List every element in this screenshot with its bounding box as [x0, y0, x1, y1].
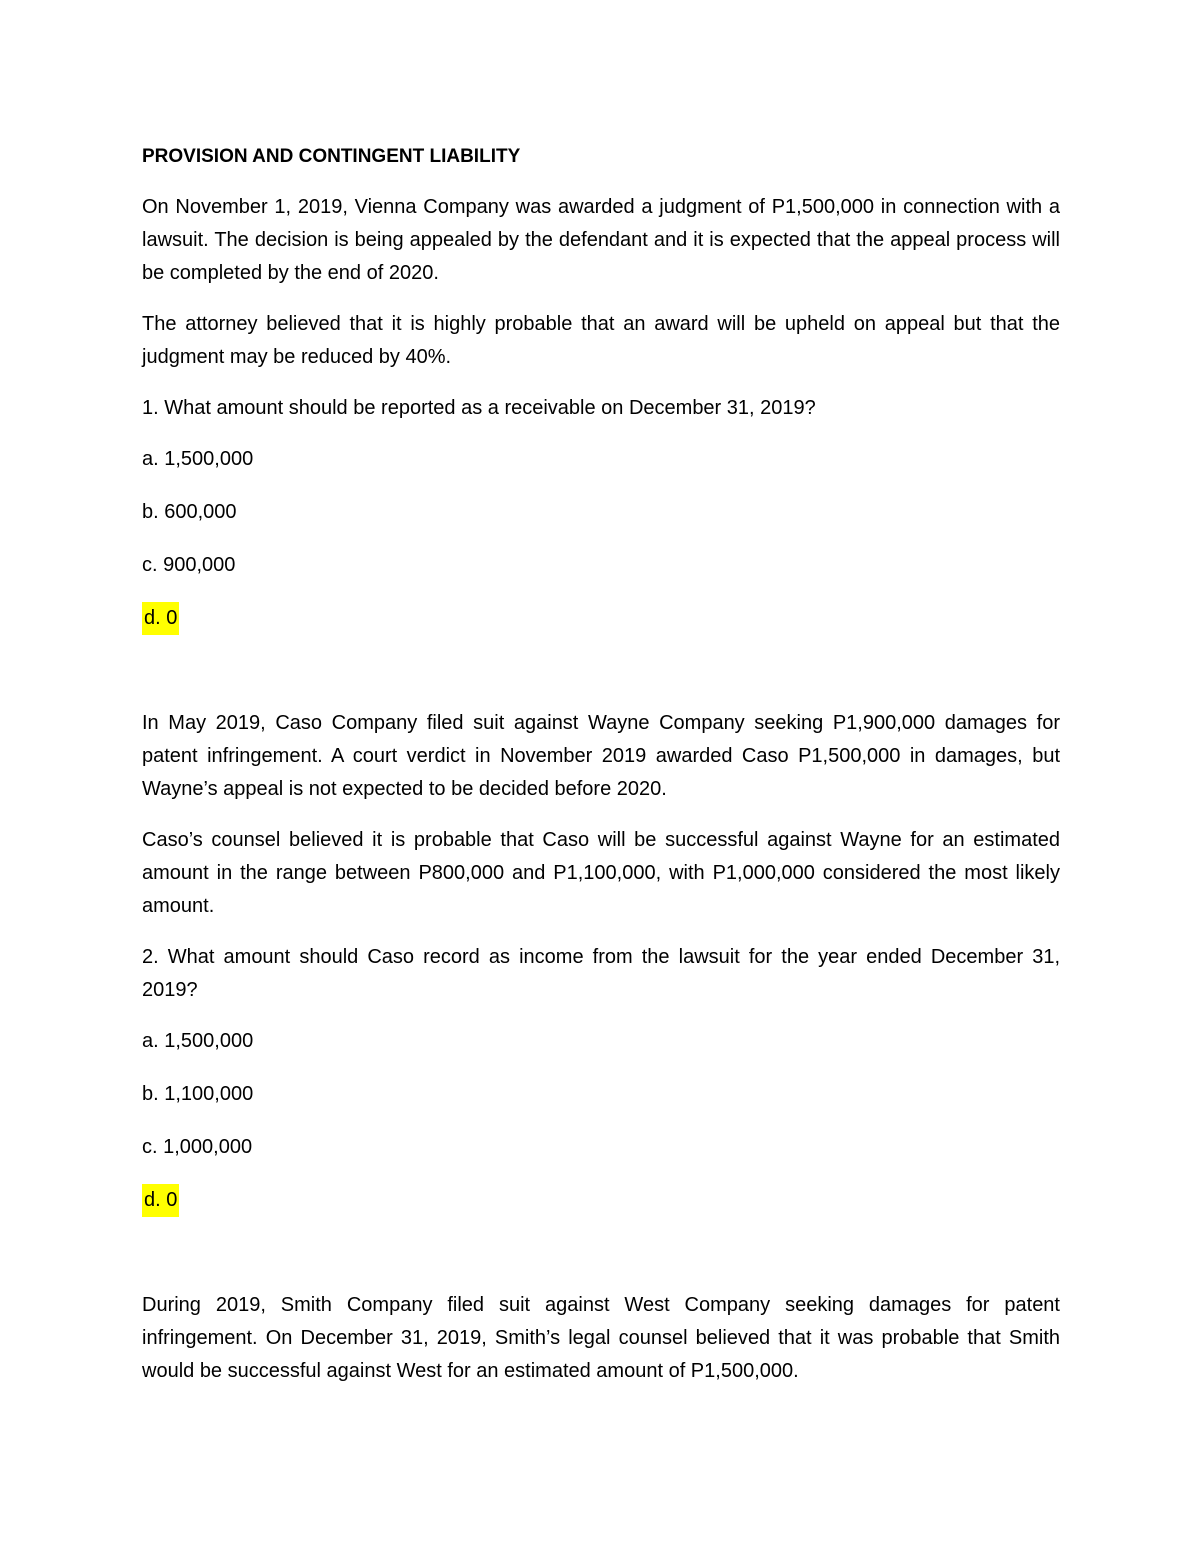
- section1-paragraph-2: The attorney believed that it is highly probable that an award will be upheld on appeal but that the judgment may be reduced by 40%.: [142, 313, 1060, 368]
- document-title: PROVISION AND CONTINGENT LIABILITY: [142, 146, 521, 167]
- q1-option-b: b. 600,000: [142, 501, 237, 523]
- q2-option-c: c. 1,000,000: [142, 1136, 253, 1158]
- q1-option-d-highlighted-answer: d. 0: [142, 602, 179, 635]
- question-2: 2. What amount should Caso record as income from the lawsuit for the year ended December 31, 2019?: [142, 946, 1060, 1001]
- q2-option-d-highlighted-answer: d. 0: [142, 1184, 179, 1217]
- section3-paragraph-1: During 2019, Smith Company filed suit against West Company seeking damages for patent infringement. On December 31, 2019, Smith’s legal counsel believed that it was probable that Smith would be successful against West for an estimated amount of P1,500,000.: [142, 1294, 1060, 1382]
- section2-paragraph-2: Caso’s counsel believed it is probable that Caso will be successful against Wayne for an estimated amount in the range between P800,000 and P1,100,000, with P1,000,000 considered the most likely amount.: [142, 829, 1060, 917]
- q2-option-a: a. 1,500,000: [142, 1030, 254, 1052]
- document-body: [142, 140, 1060, 1406]
- question-1: 1. What amount should be reported as a receivable on December 31, 2019?: [142, 397, 816, 419]
- section1-paragraph-1: On November 1, 2019, Vienna Company was awarded a judgment of P1,500,000 in connection with a lawsuit. The decision is being appealed by the defendant and it is expected that the appeal process will be completed by the end of 2020.: [142, 196, 1060, 284]
- q2-option-b: b. 1,100,000: [142, 1083, 254, 1105]
- section2-paragraph-1: In May 2019, Caso Company filed suit against Wayne Company seeking P1,900,000 damages for patent infringement. A court verdict in November 2019 awarded Caso P1,500,000 in damages, but Wayne’s appeal is not expected to be decided before 2020.: [142, 712, 1060, 800]
- q1-option-a: a. 1,500,000: [142, 448, 254, 470]
- q1-option-c: c. 900,000: [142, 554, 236, 576]
